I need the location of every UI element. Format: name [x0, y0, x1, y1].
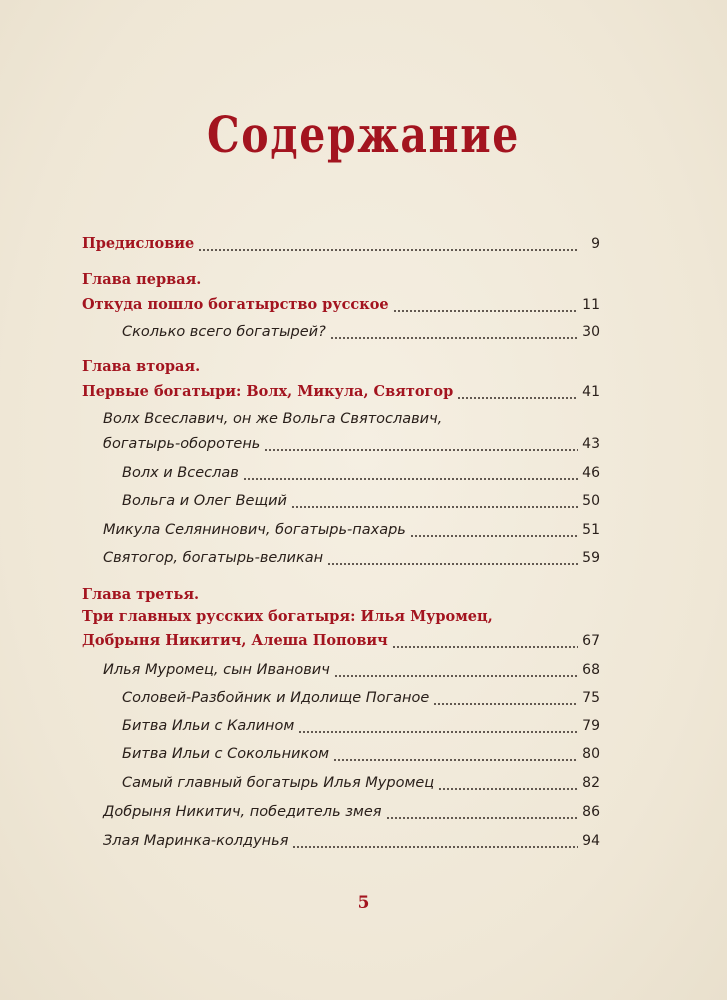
chapter-3-label: Глава третья.	[82, 586, 200, 603]
dot-leader	[393, 295, 578, 315]
dot-leader	[292, 831, 578, 851]
toc-entry-sub[interactable]	[122, 744, 600, 764]
toc-entry-sub[interactable]	[103, 520, 600, 540]
toc-entry-sub[interactable]	[103, 660, 600, 680]
toc-entry-sub[interactable]	[122, 773, 600, 793]
toc-entry-label: Злая Маринка-колдунья	[103, 833, 289, 849]
toc-entry-sub[interactable]	[122, 716, 600, 736]
toc-entry-label: Илья Муромец, сын Иванович	[103, 662, 330, 678]
toc-entry-preface[interactable]	[82, 234, 600, 254]
toc-entry-sub[interactable]	[122, 463, 600, 483]
toc-entry-chapter-3[interactable]	[82, 631, 600, 651]
toc-entry-sub[interactable]	[103, 831, 600, 851]
dot-leader	[330, 322, 578, 342]
toc-page-number: 82	[582, 775, 600, 791]
dot-leader	[438, 773, 578, 793]
toc-page-number: 50	[582, 493, 600, 509]
toc-entry-label: Первые богатыри: Волх, Микула, Святогор	[82, 383, 454, 400]
dot-leader	[457, 382, 578, 402]
toc-entry-label: богатырь-оборотень	[103, 436, 261, 452]
toc-entry-label: Битва Ильи с Сокольником	[122, 746, 330, 762]
toc-entry-sub[interactable]	[122, 491, 600, 511]
toc-entry-chapter-2[interactable]	[82, 382, 600, 402]
toc-entry-label: Предисловие	[82, 235, 195, 252]
toc-entry-label: Микула Селянинович, богатырь-пахарь	[103, 522, 406, 538]
toc-page-number: 59	[582, 550, 600, 566]
toc-entry-label: Сколько всего богатырей?	[122, 324, 326, 340]
toc-page-number: 43	[582, 436, 600, 452]
chapter-1-label: Глава первая.	[82, 271, 202, 288]
dot-leader	[433, 688, 578, 708]
dot-leader	[198, 234, 578, 254]
dot-leader	[243, 463, 578, 483]
toc-entry-label: Добрыня Никитич, Алеша Попович	[82, 632, 388, 649]
chapter-2-label: Глава вторая.	[82, 358, 201, 375]
toc-entry-label: Вольга и Олег Вещий	[122, 493, 287, 509]
toc-page-number: 11	[582, 297, 600, 313]
dot-leader	[333, 744, 578, 764]
toc-page-number: 79	[582, 718, 600, 734]
toc-page-number: 86	[582, 804, 600, 820]
dot-leader	[298, 716, 578, 736]
toc-entry-volkh-line-1[interactable]: Волх Всеславич, он же Вольга Святославич,	[103, 411, 443, 427]
toc-entry-label: Волх и Всеслав	[122, 465, 239, 481]
toc-entry-label: Святогор, богатырь-великан	[103, 550, 324, 566]
dot-leader	[386, 802, 578, 822]
toc-entry-volkh[interactable]	[103, 434, 600, 454]
toc-entry-label: Добрыня Никитич, победитель змея	[103, 804, 382, 820]
toc-page-number: 41	[582, 384, 600, 400]
toc-page-number: 46	[582, 465, 600, 481]
toc-page-number: 80	[582, 746, 600, 762]
dot-leader	[291, 491, 578, 511]
toc-entry-sub[interactable]	[103, 802, 600, 822]
toc-entry-chapter-3-line-1[interactable]: Три главных русских богатыря: Илья Муромец,	[82, 608, 493, 625]
toc-entry-sub[interactable]	[122, 688, 600, 708]
dot-leader	[410, 520, 578, 540]
dot-leader	[392, 631, 578, 651]
toc-entry-label: Самый главный богатырь Илья Муромец	[122, 775, 435, 791]
toc-entry-chapter-1[interactable]	[82, 295, 600, 315]
toc-entry-label: Соловей-Разбойник и Идолище Поганое	[122, 690, 430, 706]
toc-page-number: 75	[582, 690, 600, 706]
toc-page-number: 9	[591, 236, 600, 252]
dot-leader	[327, 548, 578, 568]
toc-page-number: 30	[582, 324, 600, 340]
page-number: 5	[357, 893, 370, 913]
toc-entry-sub[interactable]	[122, 322, 600, 342]
toc-page-number: 67	[582, 633, 600, 649]
toc-entry-sub[interactable]	[103, 548, 600, 568]
page-title: Содержание	[207, 105, 520, 164]
dot-leader	[264, 434, 578, 454]
toc-page-number: 94	[582, 833, 600, 849]
toc-entry-label: Битва Ильи с Калином	[122, 718, 295, 734]
toc-entry-label: Откуда пошло богатырство русское	[82, 296, 389, 313]
toc-page-number: 51	[582, 522, 600, 538]
dot-leader	[334, 660, 578, 680]
toc-page-number: 68	[582, 662, 600, 678]
